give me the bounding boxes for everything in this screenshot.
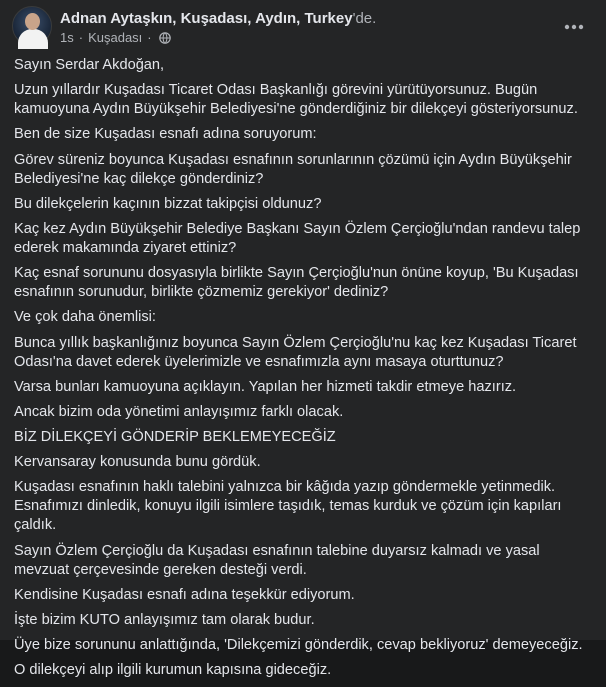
post-paragraph: Kendisine Kuşadası esnafı adına teşekkür ediyorum. — [14, 586, 355, 603]
meta-separator: · — [147, 30, 152, 45]
post-paragraph: Bu dilekçelerin kaçının bizzat takipçisi oldunuz? — [14, 195, 322, 212]
post-meta — [60, 30, 171, 46]
more-horizontal-icon — [564, 17, 584, 35]
post-paragraph: Uzun yıllardır Kuşadası Ticaret Odası Başkanlığı görevini yürütüyorsunuz. Bugün kamuoyuna Aydın Büyükşehir Belediyesi'ne gönderdiğiniz bir dilekçeyi gösteriyorsunuz. — [14, 82, 578, 118]
meta-separator: · — [78, 30, 84, 45]
post-paragraph: İşte bizim KUTO anlayışımız tam olarak budur. — [14, 612, 315, 628]
more-options-button[interactable] — [560, 12, 588, 40]
post-header — [0, 0, 606, 50]
post-paragraph: Kuşadası esnafının haklı talebini yalnızca bir kâğıda yazıp göndermekle yetinmedik. Esnafımızı dinledik, konuyu ilgili isimlere taşıdık, temas kurduk ve çözüm için kapıları çaldık. — [14, 479, 562, 534]
location-suffix: 'de. — [352, 10, 377, 27]
post-paragraph: Sayın Özlem Çerçioğlu da Kuşadası esnafının talebine duyarsız kalmadı ve yasal mevzuat çerçevesinde gereken desteği verdi. — [14, 542, 540, 578]
post-paragraph: Kervansaray konusunda bunu gördük. — [14, 454, 261, 471]
globe-icon[interactable] — [159, 32, 171, 44]
post-paragraph: Ve çok daha önemlisi: — [14, 309, 156, 326]
post-paragraph: O dilekçeyi alıp ilgili kurumun kapısına gideceğiz. — [14, 662, 332, 679]
post-paragraph: BİZ DİLEKÇEYİ GÖNDERİP BEKLEMEYECEĞİZ — [14, 429, 336, 446]
post-paragraph: Varsa bunları kamuoyuna açıklayın. Yapılan her hizmeti takdir etmeye hazırız. — [14, 378, 517, 395]
author-location[interactable]: Kuşadası, Aydın, Turkey — [180, 10, 353, 27]
author-avatar[interactable] — [12, 6, 52, 46]
post-paragraph: Kaç kez Aydın Büyükşehir Belediye Başkanı Sayın Özlem Çerçioğlu'ndan randevu talep ederek makamında ziyaret ettiniz? — [14, 220, 581, 256]
post-place[interactable]: Kuşadası — [88, 30, 143, 45]
post-paragraph: Görev süreniz boyunca Kuşadası esnafının sorunlarının çözümü için Aydın Büyükşehir Belediyesi'ne kaç dilekçe gönderdiniz? — [14, 151, 572, 187]
author-name[interactable]: Adnan Aytaşkın — [60, 10, 173, 27]
post-content — [14, 56, 592, 687]
post-paragraph: Ancak bizim oda yönetimi anlayışımız farklı olacak. — [14, 403, 344, 420]
author-line — [60, 10, 376, 28]
author-separator: , — [172, 10, 177, 27]
post-paragraph: Üye bize sorununu anlattığında, 'Dilekçemizi gönderdik, cevap bekliyoruz' demeyeceğiz. — [14, 637, 583, 654]
post-paragraph: Ben de size Kuşadası esnafı adına soruyorum: — [14, 126, 317, 143]
post-timestamp[interactable]: 1s — [60, 30, 74, 45]
post-paragraph: Kaç esnaf sorununu dosyasıyla birlikte Sayın Çerçioğlu'nun önüne koyup, 'Bu Kuşadası esnafının sorunudur, birlikte çözmemiz gerekiyor' dediniz? — [14, 265, 579, 301]
post-paragraph: Sayın Serdar Akdoğan, — [14, 57, 165, 73]
post-paragraph: Bunca yıllık başkanlığınız boyunca Sayın Özlem Çerçioğlu'nu kaç kez Kuşadası Ticaret Odası'na davet ederek üyelerimizle ve esnafımızla aynı masaya oturttunuz? — [14, 334, 577, 370]
